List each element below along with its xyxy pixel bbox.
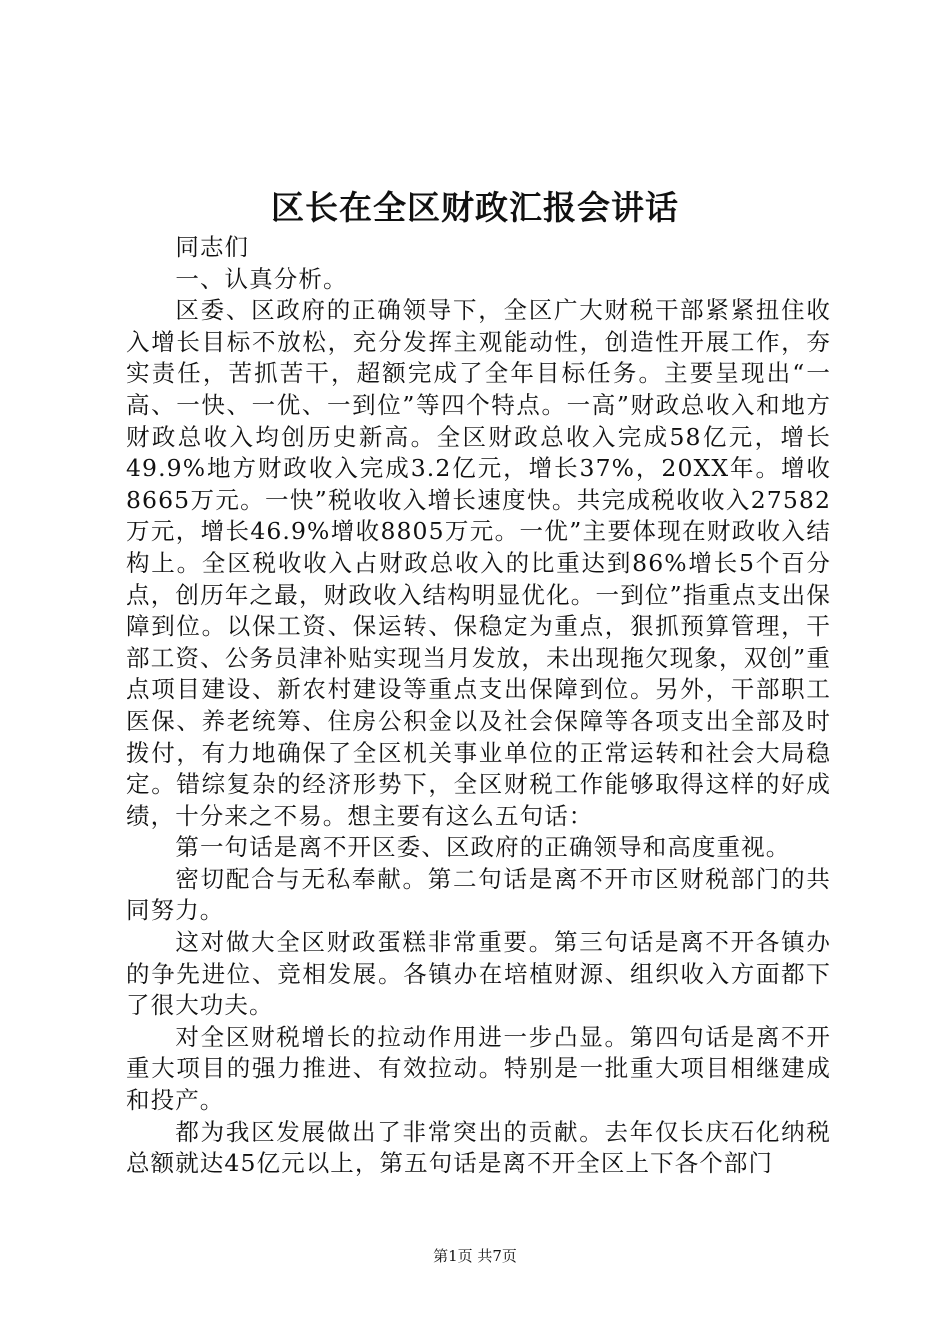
body-paragraph: 第一句话是离不开区委、区政府的正确领导和高度重视。 [175, 833, 791, 862]
body-paragraph: 都为我区发展做出了非常突出的贡献。去年仅长庆石化纳税总额就达45亿元以上，第五句话是离不开全区上下各个部门 [126, 1117, 831, 1178]
section-heading: 一、认真分析。 [175, 264, 348, 293]
body-paragraph: 这对做大全区财政蛋糕非常重要。第三句话是离不开各镇办的争先进位、竞相发展。各镇办在培植财源、组织收入方面都下了很大功夫。 [126, 928, 831, 1020]
body-paragraph: 区委、区政府的正确领导下，全区广大财税干部紧紧扭住收入增长目标不放松，充分发挥主观能动性，创造性开展工作，夯实责任，苦抓苦干，超额完成了全年目标任务。主要呈现出“一高、一快、一优、一到位”等四个特点。一高”财政总收入和地方财政总收入均创历史新高。全区财政总收入完成58亿元，增长49.9%地方财政收入完成3.2亿元，增长37%，20XX年。增收8665万元。一快”税收收入增长速度快。共完成税收收入27582万元，增长46.9%增收8805万元。一优”主要体现在财政收入结构上。全区税收收入占财政总收入的比重达到86%增长5个百分点，创历年之最，财政收入结构明显优化。一到位”指重点支出保障到位。以保工资、保运转、保稳定为重点，狠抓预算管理，干部工资、公务员津补贴实现当月发放，未出现拖欠现象，双创”重点项目建设、新农村建设等重点支出保障到位。另外，干部职工医保、养老统筹、住房公积金以及社会保障等各项支出全部及时拨付，有力地确保了全区机关事业单位的正常运转和社会大局稳定。错综复杂的经济形势下，全区财税工作能够取得这样的好成绩，十分来之不易。想主要有这么五句话： [126, 296, 831, 830]
body-paragraph: 密切配合与无私奉献。第二句话是离不开市区财税部门的共同努力。 [126, 864, 831, 925]
salutation: 同志们 [175, 233, 250, 261]
document-body [126, 232, 831, 1180]
body-paragraph: 对全区财税增长的拉动作用进一步凸显。第四句话是离不开重大项目的强力推进、有效拉动。特别是一批重大项目相继建成和投产。 [126, 1022, 831, 1115]
document-title: 区长在全区财政汇报会讲话 [271, 188, 679, 227]
page-number-footer: 第1页 共7页 [433, 1247, 517, 1265]
